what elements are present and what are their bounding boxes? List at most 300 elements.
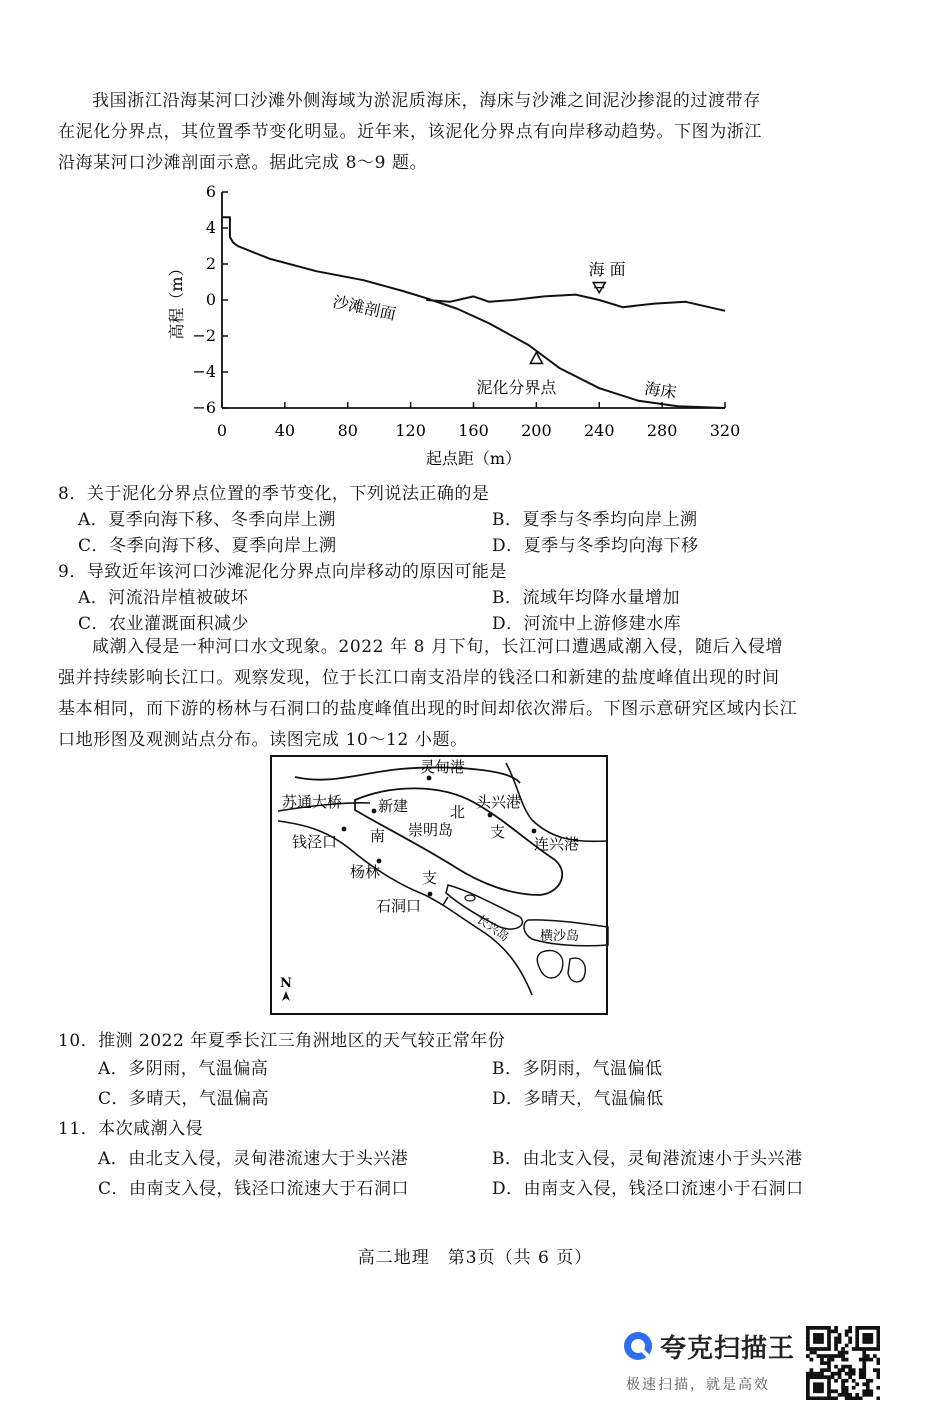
- qr-module: [841, 1368, 845, 1372]
- qr-module: [813, 1389, 817, 1393]
- qr-module: [862, 1340, 866, 1344]
- intro-paragraph-1: [58, 86, 848, 179]
- qr-module: [866, 1340, 870, 1344]
- y-axis-label: 高程（m）: [167, 260, 186, 340]
- qr-module: [876, 1326, 880, 1330]
- qr-module: [855, 1344, 859, 1348]
- qr-module: [820, 1340, 824, 1344]
- qr-module: [855, 1393, 859, 1397]
- qr-module: [855, 1347, 859, 1351]
- qr-module: [852, 1396, 856, 1400]
- qr-module: [876, 1375, 880, 1379]
- qr-module: [845, 1344, 849, 1348]
- qr-module: [813, 1347, 817, 1351]
- annotation-seabed: 海床: [643, 378, 678, 403]
- qr-module: [827, 1354, 831, 1358]
- qr-module: [862, 1347, 866, 1351]
- qr-module: [848, 1393, 852, 1397]
- qr-module: [806, 1372, 810, 1376]
- qr-module: [827, 1382, 831, 1386]
- x-tick-label: 80: [337, 421, 358, 440]
- qr-module: [806, 1340, 810, 1344]
- intro-2-line-4: 口地形图及观测站点分布。读图完成 10～12 小题。: [58, 730, 468, 750]
- qr-module: [827, 1393, 831, 1397]
- beach-profile-chart: [150, 180, 770, 470]
- shidong-mark: [443, 897, 448, 905]
- qr-module: [810, 1396, 814, 1400]
- qr-module: [834, 1379, 838, 1383]
- qr-module: [820, 1375, 824, 1379]
- qr-module: [806, 1396, 810, 1400]
- qr-module: [848, 1330, 852, 1334]
- qr-module: [834, 1354, 838, 1358]
- y-tick-label: 4: [205, 218, 216, 237]
- qr-module: [820, 1372, 824, 1376]
- qr-module: [869, 1358, 873, 1362]
- qr-module: [841, 1379, 845, 1383]
- label-lingdian: 灵甸港: [420, 758, 466, 776]
- qr-module: [827, 1386, 831, 1390]
- label-xinjian: 新建: [378, 797, 409, 815]
- qr-module: [806, 1382, 810, 1386]
- question-11-option-b[interactable]: B．由北支入侵，灵甸港流速小于头兴港: [492, 1149, 803, 1169]
- qr-module: [827, 1340, 831, 1344]
- qr-module: [834, 1389, 838, 1393]
- qr-module: [813, 1375, 817, 1379]
- qr-module: [827, 1379, 831, 1383]
- qr-module: [876, 1347, 880, 1351]
- qr-module: [820, 1389, 824, 1393]
- qr-module: [817, 1326, 821, 1330]
- qr-module: [838, 1340, 842, 1344]
- qr-module: [831, 1375, 835, 1379]
- label-shidong: 石洞口: [376, 897, 422, 915]
- qr-module: [841, 1386, 845, 1390]
- qr-module: [841, 1347, 845, 1351]
- qr-module: [806, 1333, 810, 1337]
- label-north: N: [280, 976, 292, 991]
- qr-module: [862, 1326, 866, 1330]
- qr-module: [820, 1396, 824, 1400]
- question-8-option-a[interactable]: A．夏季向海下移、冬季向岸上溯: [78, 510, 336, 530]
- qr-module: [806, 1386, 810, 1390]
- x-tick-label: 120: [395, 421, 426, 440]
- qr-module: [859, 1375, 863, 1379]
- qr-module: [817, 1340, 821, 1344]
- qr-module: [876, 1358, 880, 1362]
- qr-module: [813, 1326, 817, 1330]
- qr-module: [817, 1375, 821, 1379]
- intro-2-line-2: 强并持续影响长江口。观察发现，位于长江口南支沿岸的钱泾口和新建的盐度峰值出现的时间: [58, 668, 780, 688]
- qr-module: [817, 1386, 821, 1390]
- qr-module: [820, 1326, 824, 1330]
- qr-module: [827, 1344, 831, 1348]
- qr-module: [838, 1354, 842, 1358]
- label-changxing: 长兴岛: [474, 911, 512, 945]
- qr-module: [848, 1337, 852, 1341]
- qr-module: [855, 1326, 859, 1330]
- qr-module: [820, 1368, 824, 1372]
- qr-module: [845, 1372, 849, 1376]
- label-zhi-south: 支: [422, 869, 438, 887]
- x-tick-label: 240: [583, 421, 615, 440]
- label-zhi-north: 支: [490, 823, 506, 841]
- brand-slogan: 极速扫描，就是高效: [626, 1377, 770, 1393]
- qr-module: [827, 1389, 831, 1393]
- qr-module: [810, 1358, 814, 1362]
- question-11-stem: 11．本次咸潮入侵: [58, 1119, 204, 1139]
- qr-module: [859, 1358, 863, 1362]
- qr-module: [834, 1344, 838, 1348]
- question-8-option-b[interactable]: B．夏季与冬季均向岸上溯: [492, 510, 698, 530]
- qr-module: [869, 1333, 873, 1337]
- qr-module: [866, 1386, 870, 1390]
- qr-module: [834, 1330, 838, 1334]
- qr-module: [866, 1382, 870, 1386]
- qr-module: [838, 1372, 842, 1376]
- qr-module: [869, 1340, 873, 1344]
- annotation-beach-profile: 沙滩剖面: [331, 291, 398, 324]
- qr-module: [820, 1361, 824, 1365]
- label-touxing: 头兴港: [476, 793, 522, 811]
- small-shoal: [465, 895, 475, 901]
- qr-module: [869, 1393, 873, 1397]
- qr-module: [827, 1361, 831, 1365]
- qr-module: [834, 1396, 838, 1400]
- qr-module: [810, 1368, 814, 1372]
- qr-module: [859, 1396, 863, 1400]
- brand-name: 夸克扫描王: [660, 1334, 796, 1364]
- label-nan: 南: [370, 827, 386, 845]
- qr-module: [817, 1382, 821, 1386]
- station-lianxing-dot: [532, 829, 537, 834]
- qr-module: [866, 1347, 870, 1351]
- qr-module: [806, 1337, 810, 1341]
- qr-module: [838, 1393, 842, 1397]
- station-touxing-dot: [488, 813, 493, 818]
- page-footer: 高二地理 第3页（共 6 页）: [357, 1248, 593, 1268]
- qr-module: [848, 1372, 852, 1376]
- question-10-stem: 10．推测 2022 年夏季长江三角洲地区的天气较正常年份: [58, 1031, 506, 1051]
- qr-module: [855, 1382, 859, 1386]
- qr-module: [841, 1389, 845, 1393]
- qr-module: [831, 1358, 835, 1362]
- station-qianjing-dot: [342, 827, 347, 832]
- qr-module: [831, 1372, 835, 1376]
- question-11-option-d[interactable]: D．由南支入侵，钱泾口流速小于石洞口: [492, 1179, 804, 1199]
- label-yanglin: 杨林: [350, 863, 381, 881]
- qr-module: [873, 1368, 877, 1372]
- qr-module: [824, 1375, 828, 1379]
- qr-module: [852, 1386, 856, 1390]
- qr-module: [866, 1326, 870, 1330]
- qr-module: [813, 1351, 817, 1355]
- qr-module: [855, 1340, 859, 1344]
- north-branch-bank: [295, 768, 520, 783]
- qr-module: [813, 1340, 817, 1344]
- qr-module: [838, 1333, 842, 1337]
- x-tick-label: 0: [216, 421, 228, 440]
- qr-module: [845, 1351, 849, 1355]
- quark-logo-icon: [622, 1330, 654, 1362]
- intro-1-line-3: 沿海某河口沙滩剖面示意。据此完成 8～9 题。: [58, 153, 428, 173]
- qr-module: [876, 1368, 880, 1372]
- qr-module: [859, 1347, 863, 1351]
- qr-module: [810, 1326, 814, 1330]
- x-tick-label: 280: [646, 421, 678, 440]
- qr-module: [827, 1365, 831, 1369]
- qr-module: [876, 1344, 880, 1348]
- qr-module: [820, 1347, 824, 1351]
- annotation-mud-boundary: 泥化分界点: [476, 377, 557, 397]
- label-sutong-bridge: 苏通大桥: [282, 793, 343, 811]
- shoal-1: [537, 951, 563, 978]
- qr-module: [806, 1393, 810, 1397]
- y-tick-label: 0: [205, 290, 216, 309]
- qr-module: [834, 1365, 838, 1369]
- qr-module: [876, 1396, 880, 1400]
- qr-module: [827, 1368, 831, 1372]
- qr-module: [845, 1393, 849, 1397]
- question-10-option-a[interactable]: A．多阴雨，气温偏高: [98, 1059, 269, 1079]
- qr-module: [848, 1326, 852, 1330]
- qr-module: [806, 1347, 810, 1351]
- qr-module: [841, 1393, 845, 1397]
- qr-module: [810, 1372, 814, 1376]
- qr-module: [848, 1365, 852, 1369]
- qr-module: [813, 1372, 817, 1376]
- north-arrow-icon: [282, 991, 290, 1001]
- qr-module: [866, 1337, 870, 1341]
- question-9-option-d[interactable]: D．河流中上游修建水库: [492, 614, 682, 634]
- question-11-option-a[interactable]: A．由北支入侵，灵甸港流速大于头兴港: [98, 1149, 409, 1169]
- yangtze-estuary-map: [270, 755, 610, 1017]
- qr-module: [845, 1365, 849, 1369]
- qr-module: [869, 1347, 873, 1351]
- qr-module: [827, 1326, 831, 1330]
- x-tick-label: 160: [458, 421, 489, 440]
- qr-module: [852, 1379, 856, 1383]
- qr-module: [876, 1372, 880, 1376]
- qr-module: [873, 1326, 877, 1330]
- label-bei: 北: [450, 803, 466, 821]
- station-xinjian-dot: [372, 809, 377, 814]
- qr-module: [813, 1337, 817, 1341]
- intro-1-line-1: 我国浙江沿海某河口沙滩外侧海域为淤泥质海床，海床与沙滩之间泥沙掺混的过渡带存: [92, 91, 761, 111]
- qr-module: [834, 1337, 838, 1341]
- qr-module: [862, 1375, 866, 1379]
- qr-module: [862, 1365, 866, 1369]
- question-10-option-d[interactable]: D．多晴天，气温偏低: [492, 1089, 664, 1109]
- qr-module: [806, 1354, 810, 1358]
- label-chongming: 崇明岛: [408, 821, 454, 839]
- qr-module: [862, 1372, 866, 1376]
- qr-module: [838, 1351, 842, 1355]
- x-tick-label: 40: [274, 421, 296, 440]
- qr-module: [820, 1337, 824, 1341]
- question-10-option-b[interactable]: B．多阴雨，气温偏低: [492, 1059, 663, 1079]
- qr-module: [862, 1351, 866, 1355]
- qr-module: [866, 1379, 870, 1383]
- question-9-option-b[interactable]: B．流域年均降水量增加: [492, 588, 680, 608]
- qr-module: [866, 1393, 870, 1397]
- qr-module: [806, 1389, 810, 1393]
- qr-module: [838, 1337, 842, 1341]
- question-11-option-c[interactable]: C．由南支入侵，钱泾口流速大于石洞口: [98, 1179, 410, 1199]
- label-hengsha: 横沙岛: [540, 929, 580, 944]
- qr-module: [873, 1354, 877, 1358]
- intro-paragraph-2: [58, 632, 848, 756]
- qr-module: [859, 1326, 863, 1330]
- station-lingdian-dot: [427, 776, 432, 781]
- qr-module: [820, 1358, 824, 1362]
- qr-module: [845, 1389, 849, 1393]
- y-tick-label: 6: [205, 182, 216, 201]
- qr-module: [824, 1361, 828, 1365]
- x-axis-label: 起点距（m）: [425, 449, 522, 468]
- qr-module: [810, 1375, 814, 1379]
- y-tick-label: −4: [192, 362, 216, 381]
- qr-module: [834, 1372, 838, 1376]
- qr-module: [824, 1347, 828, 1351]
- qr-module: [820, 1333, 824, 1337]
- qr-module: [866, 1358, 870, 1362]
- qr-module: [859, 1368, 863, 1372]
- qr-module: [838, 1368, 842, 1372]
- qr-module: [862, 1382, 866, 1386]
- qr-module: [820, 1382, 824, 1386]
- label-lianxing: 连兴港: [534, 835, 580, 853]
- intro-2-line-3: 基本相同，而下游的杨林与石洞口的盐度峰值出现的时间却依次滞后。下图示意研究区域内长江: [58, 699, 798, 719]
- qr-module: [855, 1396, 859, 1400]
- qr-module: [820, 1386, 824, 1390]
- qr-module: [841, 1358, 845, 1362]
- qr-module: [813, 1396, 817, 1400]
- y-tick-label: −2: [192, 326, 216, 345]
- qr-module: [845, 1333, 849, 1337]
- question-9-stem: 9．导致近年该河口沙滩泥化分界点向岸移动的原因可能是: [58, 562, 507, 582]
- qr-module: [862, 1389, 866, 1393]
- qr-module: [862, 1358, 866, 1362]
- qr-module: [810, 1347, 814, 1351]
- qr-module: [831, 1330, 835, 1334]
- qr-module: [841, 1382, 845, 1386]
- qr-module: [845, 1358, 849, 1362]
- qr-module: [827, 1347, 831, 1351]
- qr-module: [841, 1365, 845, 1369]
- qr-module: [806, 1326, 810, 1330]
- qr-module: [827, 1337, 831, 1341]
- qr-module: [817, 1396, 821, 1400]
- qr-module: [869, 1326, 873, 1330]
- qr-module: [817, 1347, 821, 1351]
- qr-module: [827, 1330, 831, 1334]
- qr-module: [817, 1372, 821, 1376]
- qr-module: [876, 1340, 880, 1344]
- qr-module: [869, 1337, 873, 1341]
- qr-module: [848, 1375, 852, 1379]
- qr-module: [866, 1333, 870, 1337]
- question-10-option-c[interactable]: C．多晴天，气温偏高: [98, 1089, 270, 1109]
- qr-module: [827, 1333, 831, 1337]
- qr-module: [831, 1396, 835, 1400]
- question-9-option-a[interactable]: A．河流沿岸植被破坏: [78, 588, 249, 608]
- qr-module: [817, 1333, 821, 1337]
- qr-module: [852, 1347, 856, 1351]
- qr-code-icon: [806, 1326, 880, 1400]
- y-tick-label: −6: [192, 398, 216, 417]
- qr-module: [866, 1354, 870, 1358]
- qr-module: [848, 1396, 852, 1400]
- qr-module: [817, 1354, 821, 1358]
- station-shidong-dot: [428, 892, 433, 897]
- qr-module: [862, 1337, 866, 1341]
- qr-module: [824, 1396, 828, 1400]
- qr-module: [876, 1337, 880, 1341]
- qr-module: [862, 1333, 866, 1337]
- qr-module: [845, 1379, 849, 1383]
- qr-module: [817, 1337, 821, 1341]
- y-tick-label: 2: [205, 254, 216, 273]
- qr-module: [848, 1340, 852, 1344]
- qr-module: [834, 1340, 838, 1344]
- qr-module: [831, 1389, 835, 1393]
- qr-module: [813, 1333, 817, 1337]
- x-tick-label: 200: [521, 421, 552, 440]
- qr-module: [813, 1386, 817, 1390]
- qr-module: [827, 1358, 831, 1362]
- question-8-option-d[interactable]: D．夏季与冬季均向海下移: [492, 536, 699, 556]
- qr-module: [834, 1347, 838, 1351]
- qr-module: [866, 1389, 870, 1393]
- qr-module: [876, 1330, 880, 1334]
- qr-module: [834, 1326, 838, 1330]
- qr-module: [848, 1368, 852, 1372]
- qr-module: [852, 1368, 856, 1372]
- qr-module: [876, 1333, 880, 1337]
- question-8-stem: 8．关于泥化分界点位置的季节变化，下列说法正确的是: [58, 484, 490, 504]
- qr-module: [862, 1368, 866, 1372]
- qr-module: [813, 1382, 817, 1386]
- qr-module: [841, 1354, 845, 1358]
- qr-module: [824, 1326, 828, 1330]
- question-9-option-c[interactable]: C．农业灌溉面积减少: [78, 614, 250, 634]
- qr-module: [827, 1375, 831, 1379]
- qr-module: [862, 1393, 866, 1397]
- qr-module: [831, 1354, 835, 1358]
- qr-module: [873, 1347, 877, 1351]
- sea-surface-line: [426, 295, 725, 311]
- qr-module: [824, 1368, 828, 1372]
- qr-module: [845, 1396, 849, 1400]
- qr-module: [845, 1386, 849, 1390]
- qr-module: [824, 1354, 828, 1358]
- shoal-2: [568, 958, 585, 982]
- annotation-sea-surface: 海 面: [588, 260, 626, 280]
- question-8-option-c[interactable]: C．冬季向海下移、夏季向岸上溯: [78, 536, 337, 556]
- qr-module: [862, 1361, 866, 1365]
- qr-module: [806, 1375, 810, 1379]
- intro-1-line-2: 在泥化分界点，其位置季节变化明显。近年来，该泥化分界点有向岸移动趋势。下图为浙江: [58, 122, 762, 142]
- qr-module: [806, 1379, 810, 1383]
- qr-module: [806, 1330, 810, 1334]
- qr-module: [855, 1330, 859, 1334]
- qr-module: [845, 1330, 849, 1334]
- qr-module: [810, 1351, 814, 1355]
- qr-module: [841, 1351, 845, 1355]
- qr-module: [869, 1379, 873, 1383]
- qr-module: [852, 1372, 856, 1376]
